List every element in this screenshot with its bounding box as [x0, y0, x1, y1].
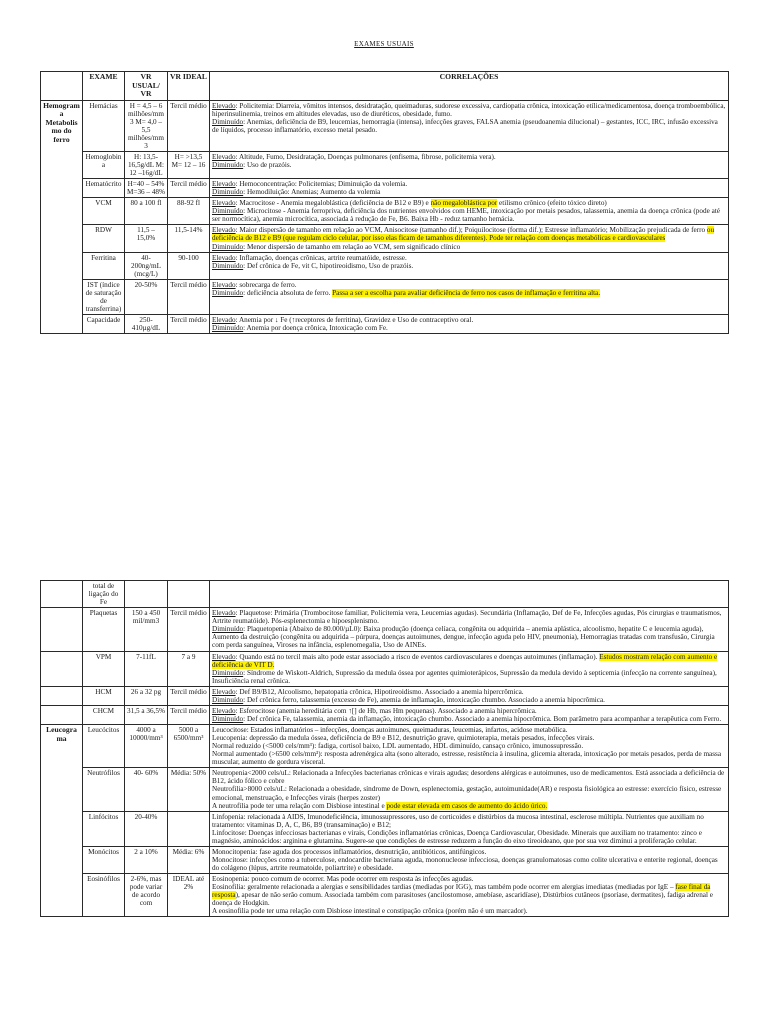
- correlation-text: Elevado: [212, 180, 236, 189]
- vr-ideal-value: 5000 a 6500/mm³: [168, 725, 210, 768]
- vr-usual-value: 80 a 100 fl: [125, 198, 168, 225]
- correlation-line: [212, 802, 726, 810]
- correlation-text: Diminuído: [212, 625, 244, 634]
- exams-table-2: [40, 580, 728, 917]
- correlation-line: [212, 102, 726, 118]
- table-row: [41, 651, 729, 686]
- correlations-cell: [210, 768, 729, 811]
- table-row: [41, 279, 729, 314]
- vr-usual-value: 20-50%: [125, 279, 168, 314]
- exam-name: VCM: [83, 198, 125, 225]
- table-row: [41, 811, 729, 846]
- correlation-text: Diminuído: [212, 288, 244, 297]
- vr-usual-value: 11,5 – 15,0%: [125, 225, 168, 252]
- correlation-text: Eosinopenia: pouco comum de ocorrer. Mas pode ocorrer em resposta às infecções agudas.: [212, 875, 474, 884]
- correlation-line: [212, 281, 726, 289]
- correlation-line: [212, 324, 726, 332]
- exam-name-continuation: total de ligação do Fe: [83, 581, 125, 608]
- header-exam: EXAME: [83, 72, 125, 101]
- correlation-text: : Policitemia: Diarreia, vômitos intensos, desidratação, queimaduras, sudorese excessiva, cardiopatia crônica, intoxicação etílica/medicamentosa, doença tromboembólica, hiperinsulinemia, treinos em altitudes elevadas, uso de diuréticos, obesidade, fumo.: [212, 101, 726, 118]
- vr-ideal-value: 88-92 fl: [168, 198, 210, 225]
- table-row: [41, 225, 729, 252]
- correlation-line: [212, 609, 726, 625]
- correlation-line: [212, 707, 726, 715]
- vr-ideal-value: Média: 50%: [168, 768, 210, 811]
- vr-usual-value: 26 a 32 pg: [125, 686, 168, 705]
- correlation-line: [212, 207, 726, 223]
- group-cell-empty: [41, 608, 83, 651]
- exam-name: IST (índice de saturação de transferrina): [83, 279, 125, 314]
- vr-usual-value: 2 a 10%: [125, 846, 168, 873]
- correlation-line: [212, 875, 726, 883]
- header-correlations: CORRELAÇÕES: [210, 72, 729, 101]
- highlighted-text: não megaloblástica por: [430, 199, 498, 208]
- vr-usual-value: 40-200ng/mL (mcg/L): [125, 252, 168, 279]
- correlation-line: [212, 316, 726, 324]
- correlation-line: [212, 848, 726, 856]
- vr-usual-value: 40- 60%: [125, 768, 168, 811]
- correlation-text: Leucocitose: Estados inflamatórios – infecções, doenças autoimunes, queimaduras, leucemias, infartos, acidose metabólica.: [212, 726, 568, 734]
- exam-name: Hematócrito: [83, 179, 125, 198]
- table-row: [41, 100, 729, 151]
- correlations-cell: [210, 100, 729, 151]
- group-label: Leucograma: [41, 725, 83, 917]
- table-row: [41, 768, 729, 811]
- correlation-text: Elevado: [212, 706, 236, 715]
- correlation-line: [212, 254, 726, 262]
- correlation-line: [212, 785, 726, 801]
- correlation-line: [212, 742, 726, 750]
- exam-name: Ferritina: [83, 252, 125, 279]
- vr-ideal-value: Tercil médio: [168, 315, 210, 334]
- correlation-text: : Anemia por doença crônica, Intoxicação com Fe.: [243, 324, 388, 333]
- correlation-line: [212, 199, 726, 207]
- correlations-cell: [210, 198, 729, 225]
- vr-ideal-value: Tercil médio: [168, 100, 210, 151]
- correlation-text: Elevado: [212, 687, 236, 696]
- vr-ideal-value: Tercil médio: [168, 608, 210, 651]
- correlation-text: Eosinofilia: geralmente relacionada a alergias e sensibilidades tardias (mediadas por IGG), mas também pode ocorrer em alergias imediatas (mediadas por IgE –: [212, 883, 676, 892]
- group-label: Hemograma Metabolismo do ferro: [41, 100, 83, 334]
- correlation-line: [212, 226, 726, 242]
- correlation-line: [212, 625, 726, 649]
- correlation-text: : Anemias, deficiência de B9, leucemias, hemorragia (intensa), infecções graves, FALSA anemia (pseudoanemia dilucional) – gestantes, ICC, IRC, infusão excessiva de líquidos, processo inflamatório, excesso metal pesado.: [212, 117, 718, 134]
- header-vr-usual: VR USUAL/ VR: [125, 72, 168, 101]
- highlighted-text: Passa a ser a escolha para avaliar deficiência de ferro nos casos de inflamação e ferritina alta.: [332, 288, 601, 297]
- correlation-text: ), apesar de não serão comum. Associada também com parasitoses (ancilostomose, amebíase, ascaridíase), Distúrbios cutâneos (psoríase, dermatites), fadiga adrenal e doença de Hodgkin.: [212, 891, 713, 908]
- correlation-line: [212, 696, 726, 704]
- correlation-text: : Altitude, Fumo, Desidratação, Doenças pulmonares (enfisema, fibrose, policitemia vera).: [235, 152, 496, 161]
- correlation-text: : Plaquetose: Primária (Trombocitose familiar, Policitemia vera, Leucemias agudas). Secundária (Inflamação, Def de Fe, Infecções agudas, Pós cirurgias e traumatismos, Artrite reumatóide). Pós-esplenectomia e hipoesplenismo.: [212, 609, 722, 626]
- correlation-line: [212, 188, 726, 196]
- vr-ideal-value: Média: 6%: [168, 846, 210, 873]
- correlation-text: : Def crônica ferro, talassemia (excesso de Fe), anemia de inflamação, intoxicação chumbo. Associado a anemia hipocrômica.: [243, 695, 605, 704]
- correlation-line: [212, 688, 726, 696]
- correlation-text: : Anemia por ↓ Fe (↑receptores de ferritina), Gravidez e Uso de contraceptivo oral.: [235, 316, 474, 324]
- correlations-cell: [210, 725, 729, 768]
- correlation-text: : Hemodiluição: Anemias; Aumento da volemia: [243, 188, 381, 197]
- correlations-cell: [210, 315, 729, 334]
- correlation-text: Diminuído: [212, 261, 244, 270]
- vr-ideal-value: H= >13,5 M= 12 – 16: [168, 151, 210, 178]
- correlation-text: Diminuído: [212, 207, 244, 216]
- vr-usual-value: H: 13,5-16,5g/dL M: 12 –16g/dL: [125, 151, 168, 178]
- table-row: [41, 179, 729, 198]
- table-row: [41, 151, 729, 178]
- correlation-text: Diminuído: [212, 324, 244, 333]
- correlation-line: [212, 161, 726, 169]
- correlations-cell: [210, 651, 729, 686]
- correlations-cell: [210, 151, 729, 178]
- correlation-text: : Quando está no tercil mais alto pode estar associado a risco de eventos cardiovasculares e doenças autoimunes (inflamação).: [235, 652, 600, 661]
- exam-name: CHCM: [83, 705, 125, 724]
- correlation-line: [212, 856, 726, 872]
- correlation-text: Diminuído: [212, 668, 244, 677]
- correlation-text: Linfocitose: Doenças infecciosas bacterianas e virais, Condições inflamatórias crônicas, Doença Cardiovascular, Obesidade. Minerais que auxiliam no tratamento: zinco e magnésio, aminoácidos: arginina e glutamina. Sugere-se que condições de estresse reduzem a função do eixo tireoideano, que por sua vez diminui a proliferação celular.: [212, 828, 702, 845]
- correlation-line: [212, 715, 726, 723]
- exam-name: Plaquetas: [83, 608, 125, 651]
- correlation-line: [212, 669, 726, 685]
- correlation-text: Neutropenia<2000 cels/uL: Relacionada a Infecções bacterianas crônicas e virais agudas; desordens alérgicas e autoimunes, uso de medicamentos. Está associada a deficiência de B12, ácido fólico e cobre: [212, 769, 725, 786]
- correlations-cell: [210, 874, 729, 917]
- correlations-cell: [210, 225, 729, 252]
- correlation-text: Elevado: [212, 652, 236, 661]
- vr-ideal-value: IDEAL até 2%: [168, 874, 210, 917]
- correlation-text: : Hemoconcentração: Policitemias; Diminuição da volemia.: [235, 180, 408, 189]
- vr-ideal-value: 11,5-14%: [168, 225, 210, 252]
- correlation-line: [212, 153, 726, 161]
- table-row: [41, 846, 729, 873]
- correlation-text: : Menor dispersão de tamanho em relação ao VCM, sem significado clínico: [243, 242, 461, 251]
- exam-name: Hemácias: [83, 100, 125, 151]
- correlations-cell: [210, 279, 729, 314]
- exam-name: Eosinófilos: [83, 874, 125, 917]
- table-row: [41, 608, 729, 651]
- correlation-text: Linfopenia: relacionada à AIDS, Imunodeficiência, imunossupressores, uso de corticoides e distúrbios da mucosa intestinal, esclerose múltipla. Nutrientes que auxiliam no tratamento: vitaminas D, A, C, B6, B9 (transaminação) e B12;: [212, 812, 704, 829]
- vr-usual-value: 4000 a 10000/mm³: [125, 725, 168, 768]
- vr-usual-value: 31,5 a 36,5%: [125, 705, 168, 724]
- correlation-text: : Uso de prazóis.: [243, 160, 292, 169]
- correlation-text: : Síndrome de Wiskott-Aldrich, Supressão da medula óssea por agentes quimioterápicos, Supressão da medula devido à septicemia (infecção na corrente sanguínea), Insuficiência renal crônica.: [212, 668, 717, 685]
- correlation-text: : Macrocitose - Anemia megaloblástica (deficiência de B12 e B9) e: [235, 199, 431, 208]
- correlation-text: Elevado: [212, 199, 236, 208]
- exam-name: Linfócitos: [83, 811, 125, 846]
- correlation-line: [212, 289, 726, 297]
- correlation-text: Diminuído: [212, 188, 244, 197]
- correlation-text: etilismo crônico (efeito tóxico direto): [497, 199, 607, 208]
- correlation-text: Elevado: [212, 101, 236, 110]
- vr-usual-value: 7-11fL: [125, 651, 168, 686]
- group-cell-empty: [41, 686, 83, 705]
- correlations-cell: [210, 179, 729, 198]
- correlation-line: [212, 118, 726, 134]
- exam-name: VPM: [83, 651, 125, 686]
- header-empty: [41, 72, 83, 101]
- vr-usual-value: 2-6%, mas pode variar de acordo com: [125, 874, 168, 917]
- correlation-text: Elevado: [212, 253, 236, 262]
- correlation-line: [212, 907, 726, 915]
- vr-ideal-value: Tercil médio: [168, 686, 210, 705]
- exam-name: Hemoglobina: [83, 151, 125, 178]
- highlighted-text: ou deficiência de B12 e B9 (que regulam ciclo celular, por isso elas ficam de tamanhos diferentes). Pode ter relação com doenças metabólicas e cardiovasculares: [212, 226, 715, 243]
- vr-usual-value: H = 4,5 – 6 milhões/mm3 M= 4,0 – 5,5 milhões/mm3: [125, 100, 168, 151]
- correlation-text: Diminuído: [212, 160, 244, 169]
- vr-ideal-value: Tercil médio: [168, 279, 210, 314]
- correlation-text: Elevado: [212, 316, 236, 324]
- highlighted-text: pode estar elevada em casos de aumento do ácido úrico.: [386, 801, 548, 810]
- correlation-line: [212, 653, 726, 669]
- group-cell-empty: [41, 651, 83, 686]
- vr-ideal-value: 90-100: [168, 252, 210, 279]
- correlation-text: Elevado: [212, 152, 236, 161]
- exam-name: HCM: [83, 686, 125, 705]
- correlation-line: [212, 750, 726, 766]
- vr-ideal-cell: [168, 581, 210, 608]
- correlation-line: [212, 262, 726, 270]
- correlation-text: Diminuído: [212, 242, 244, 251]
- exam-name: Leucócitos: [83, 725, 125, 768]
- correlation-text: A eosinofilia pode ter uma relação com Disbiose intestinal e constipação crônica (porém não é um marcador).: [212, 907, 528, 916]
- exam-name: Capacidade: [83, 315, 125, 334]
- vr-ideal-value: 7 a 9: [168, 651, 210, 686]
- correlations-cell: [210, 811, 729, 846]
- continuation-row: [41, 581, 729, 608]
- correlation-text: Normal reduzido (<5000 cels/mm³): fadiga, cortisol baixo, LDL aumentado, HDL diminuído, cansaço crônico, imunossupressão.: [212, 742, 584, 751]
- table-row: [41, 252, 729, 279]
- correlation-text: Elevado: [212, 226, 236, 235]
- correlation-text: : Def crônica de Fe, vit C, hipotireoidismo, Uso de prazóis.: [243, 261, 414, 270]
- correlation-line: [212, 769, 726, 785]
- table-row: [41, 315, 729, 334]
- exam-name: Neutrófilos: [83, 768, 125, 811]
- highlighted-text: fase final da resposta: [212, 883, 711, 900]
- correlation-text: : Inflamação, doenças crônicas, artrite reumatóide, estresse.: [235, 253, 407, 262]
- correlations-cell: [210, 686, 729, 705]
- correlations-cell: [210, 608, 729, 651]
- correlation-text: Elevado: [212, 609, 236, 618]
- correlation-text: : Def B9/B12, Alcoolismo, hepatopatia crônica, Hipotireoidismo. Associado a anemia hipercrômica.: [235, 687, 524, 696]
- correlation-text: Monocitose: infecções como a tuberculose, endocardite bacteriana aguda, mononucleose infecciosa, doenças granulomatosas como colite ulcerativa e enterite regional, doenças do colágeno (lúpus, artrite reumatoide, poliartrite) e obesidade.: [212, 855, 718, 872]
- table-row: [41, 725, 729, 768]
- table-row: [41, 686, 729, 705]
- correlations-cell: [210, 581, 729, 608]
- highlighted-text: Estudos mostram relação com aumento e deficiência de VIT D.: [212, 652, 718, 669]
- vr-usual-value: 250-410µg/dL: [125, 315, 168, 334]
- exam-name: Monócitos: [83, 846, 125, 873]
- vr-usual-value: H=40 – 54% M=36 – 48%: [125, 179, 168, 198]
- vr-ideal-value: Tercil médio: [168, 179, 210, 198]
- vr-usual-cell: [125, 581, 168, 608]
- correlation-text: A neutrofilia pode ter uma relação com Disbiose intestinal e: [212, 801, 387, 810]
- correlation-text: : sobrecarga de ferro.: [235, 280, 297, 289]
- document-title: EXAMES USUAIS: [354, 40, 414, 48]
- correlation-text: Elevado: [212, 280, 236, 289]
- exams-table-1: [40, 71, 728, 334]
- correlation-text: : Plaquetopenia (Abaixo de 80.000/µL0): Baixa produção (doença celíaca, congênita ou adquirida – anemia aplástica, alcoolismo, hepatite C e leucemia aguda), Aumento da destruição (congênita ou adquirida – púrpura, doenças autoimunes, dengue, infecção aguda pelo HIV, pneumonia), Hemorragias tratadas com transfusão, Cirurgia com perda sanguínea, Viroses na infância, esplenomegalia, Uso de AINEs.: [212, 625, 715, 650]
- correlation-text: : Maior dispersão de tamanho em relação ao VCM, Anisocitose (tamanho dif.); Poiquilocitose (forma dif.); Estresse inflamatório; Mobilização prejudicada de ferro: [235, 226, 707, 235]
- vr-ideal-value: Tercil médio: [168, 705, 210, 724]
- correlation-text: Leucopenia: depressão da medula óssea, deficiência de B9 e B12, desnutrição grave, quimioterapia, metais pesados, infecções virais.: [212, 734, 595, 743]
- header-vr-ideal: VR IDEAL: [168, 72, 210, 101]
- group-cell-empty: [41, 705, 83, 724]
- correlations-cell: [210, 705, 729, 724]
- correlation-text: Normal aumentado (>6500 cels/mm³): resposta adrenérgica alta (sono alterado, estresse, resistência à insulina, glicemia alterada, intoxicação por metais pesados, perda de massa muscular, aumento de gordura visceral.: [212, 750, 722, 767]
- correlation-text: Diminuído: [212, 695, 244, 704]
- correlations-cell: [210, 252, 729, 279]
- exam-name: RDW: [83, 225, 125, 252]
- correlation-text: : Microcitose - Anemia ferropriva, deficiência dos nutrientes envolvidos com HEME, intoxicação por metais pesados, talassemia, anemia da doença crônica (pode até ser normocítica), anemia microcítica, associada à redução de Fe, B6. Baixa Hb - reduz tamanho hemácia.: [212, 207, 720, 224]
- table-row: [41, 198, 729, 225]
- correlation-text: Diminuído: [212, 117, 244, 126]
- correlation-line: [212, 829, 726, 845]
- correlation-text: : Esferocitose (anemia hereditária com ↑[] de Hb, mas Hm pequenas). Associado a anemia hipercrômica.: [235, 706, 537, 715]
- correlation-text: Neutrofilia>8000 cels/uL: Relacionada a obesidade, síndrome de Down, esplenectomia, gestação, autoimunidade(AR) e resposta fisiológica ao estresse: exercício físico, estresse emocional, menstruação, e Infecções virais (herpes zoster): [212, 785, 722, 802]
- table-row: [41, 705, 729, 724]
- correlation-line: [212, 180, 726, 188]
- correlation-line: [212, 813, 726, 829]
- correlation-line: [212, 726, 726, 734]
- correlations-cell: [210, 846, 729, 873]
- correlation-text: : Def crônica Fe, talassemia, anemia da inflamação, intoxicação chumbo. Associado a anemia hipocrômica. Bom parâmetro para acompanhar a terapêutica com Ferro.: [243, 714, 722, 723]
- correlation-line: [212, 883, 726, 907]
- vr-usual-value: 150 a 450 mil/mm3: [125, 608, 168, 651]
- correlation-line: [212, 734, 726, 742]
- correlation-text: Monocitopenia: fase aguda dos processos inflamatórios, desnutrição, antibióticos, antifúngicos.: [212, 847, 487, 856]
- vr-usual-value: 20-40%: [125, 811, 168, 846]
- correlation-text: Diminuído: [212, 714, 244, 723]
- vr-ideal-value: [168, 811, 210, 846]
- table-row: [41, 874, 729, 917]
- correlation-line: [212, 243, 726, 251]
- group-cell-empty: [41, 581, 83, 608]
- correlation-text: : deficiência absoluta de ferro.: [243, 288, 333, 297]
